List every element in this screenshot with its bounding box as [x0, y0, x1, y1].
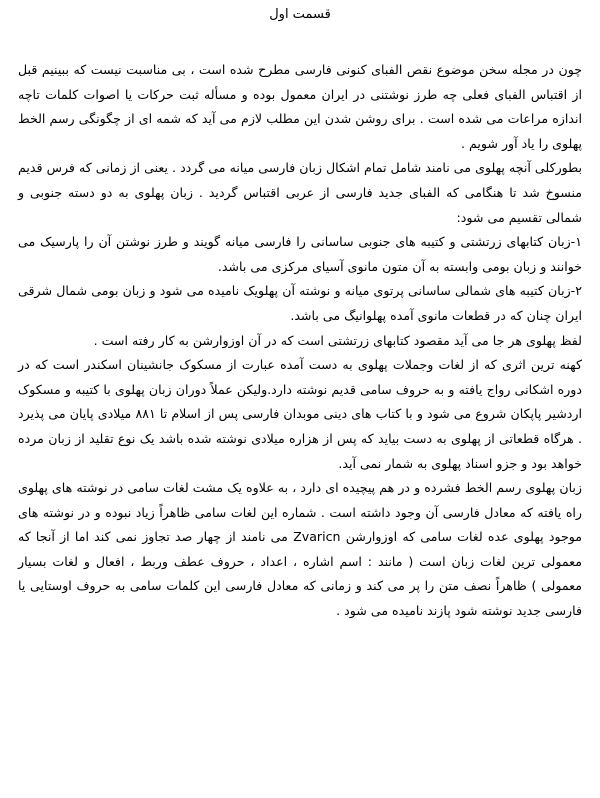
- paragraph-pahlavi-overview: بطورکلی آنچه پهلوی می نامند شامل تمام اشکال زبان فارسی میانه می گردد . یعنی از زمانی که فرس قدیم منسوخ شد تا هنگامی که الفبای جدید فارسی از عربی اقتباس گردید . زبان پهلوی به دو دسته جنوبی و شمالی تقسیم می شود:: [18, 160, 582, 225]
- list-item-northern: ۲-زبان کتیبه های شمالی ساسانی پرتوی میانه و نوشته آن پهلویک نامیده می شود و زبان بومی شمال شرقی ایران چنان که در قطعات مانوی آمده پهلوانیگ می باشد.: [18, 283, 582, 323]
- paragraph-oldest-works: کهنه ترین اثری که از لغات وجملات پهلوی به دست آمده عبارت از مسکوک جانشینان اسکندر است که در دوره اشکانی رواج یافته و به حروف سامی قدیم نوشته دارد.ولیکن عملاً دوران زبان پهلوی با کتیبه و مسکوک اردشیر پاپکان شروع می شود و با کتاب های دینی موبدان فارسی پس از اسلام تا ۸۸۱ میلادی پایان می پذیرد . هرگاه قطعاتی از پهلوی به دست بیاید که پس از هزاره میلادی نوشته شده باشد یک نوع تقلید از زبان مرده خواهد بود و جزو اسناد پهلوی به شمار نمی آید.: [18, 357, 582, 471]
- list-item-southern: ۱-زبان کتابهای زرتشتی و کتیبه های جنوبی ساسانی را فارسی میانه گویند و طرز نوشتن آن را پارسیک می خوانند و زبان بومی وابسته به آن متون مانوی آسیای مرکزی می باشد.: [18, 234, 582, 274]
- page-title: قسمت اول: [269, 7, 331, 22]
- paragraph-term-pahlavi: لفظ پهلوی هر جا می آید مقصود کتابهای زرتشتی است که در آن اوزوارشن به کار رفته است .: [93, 332, 582, 348]
- paragraph-intro: چون در مجله سخن موضوع نقص الفبای کنونی فارسی مطرح شده است ، بی مناسبت نیست که ببینیم قبل از اقتباس الفبای فعلی چه طرز نوشتنی در ایران معمول بوده و مسأله ثبت حرکات یا اصوات کلمات تاچه اندازه مراعات می شده است . برای روشن شدن این مطلب لازم می آید که شمه ای از چگونگی رسم الخط پهلوی را یاد آور شویم .: [18, 62, 582, 151]
- document-body: [18, 58, 582, 624]
- paragraph-script: زبان پهلوی رسم الخط فشرده و در هم پیچیده ای دارد ، به علاوه یک مشت لغات سامی در نوشته های پهلوی راه یافته که معادل فارسی آن وجود داشته است . شماره این لغات سامی ظاهراً زیاد نبوده و در نوشته های موجود پهلوی عده لغات سامی که اوزوارشن Zvaricn می نامند از چهار صد تجاوز نمی کند اما از آنجا که معمولی ترین لغات زبان است ( مانند : اسم اشاره ، اعداد ، حروف عطف وربط ، افعال و لغات بسیار معمولی ) ظاهراً نصف متن را پر می کند و زمانی که معادل فارسی این کلمات سامی به حروف اوستایی یا فارسی جدید نوشته شود پازند نامیده می شود .: [18, 480, 582, 619]
